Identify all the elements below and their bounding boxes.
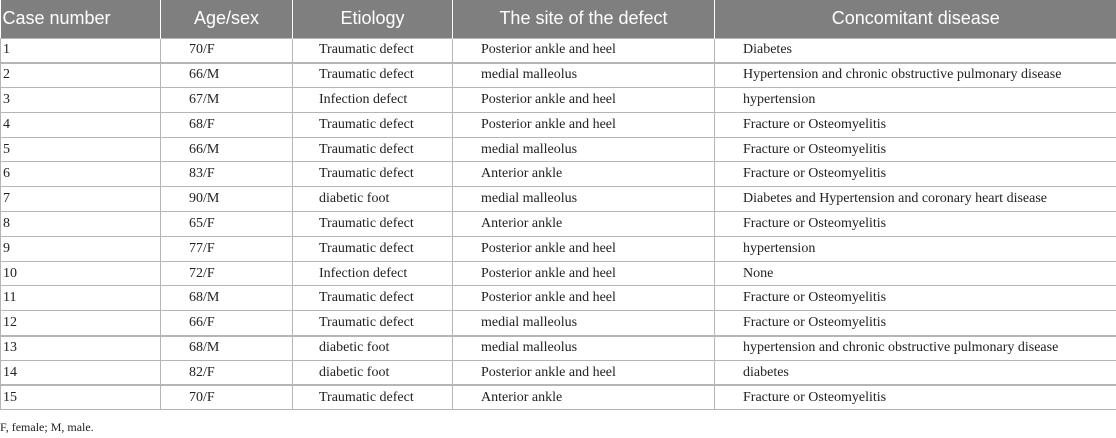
- table-row: [1, 38, 1116, 63]
- cell-defect-site: Anterior ankle: [453, 385, 715, 410]
- cell-concomitant-disease: Diabetes and Hypertension and coronary heart disease: [715, 187, 1116, 212]
- cell-case-number: 7: [1, 187, 161, 212]
- cell-etiology: Traumatic defect: [293, 212, 453, 237]
- cell-age-sex: 72/F: [161, 261, 293, 286]
- cell-concomitant-disease: hypertension and chronic obstructive pulmonary disease: [715, 336, 1116, 361]
- cell-case-number: 12: [1, 311, 161, 336]
- cell-case-number: 6: [1, 162, 161, 187]
- cell-defect-site: Anterior ankle: [453, 212, 715, 237]
- cell-age-sex: 68/F: [161, 112, 293, 137]
- header-concomitant-disease: Concomitant disease: [715, 0, 1116, 38]
- table-row: [1, 311, 1116, 336]
- cell-concomitant-disease: Fracture or Osteomyelitis: [715, 137, 1116, 162]
- cell-concomitant-disease: Fracture or Osteomyelitis: [715, 112, 1116, 137]
- table-row: [1, 137, 1116, 162]
- cell-concomitant-disease: diabetes: [715, 360, 1116, 385]
- table-row: [1, 236, 1116, 261]
- table-row: [1, 187, 1116, 212]
- header-row: [1, 0, 1116, 38]
- table-row: [1, 261, 1116, 286]
- cell-concomitant-disease: Diabetes: [715, 38, 1116, 63]
- cell-case-number: 11: [1, 286, 161, 311]
- header-age-sex: Age/sex: [161, 0, 293, 38]
- cell-etiology: Traumatic defect: [293, 286, 453, 311]
- table-body: [1, 38, 1116, 410]
- cell-age-sex: 65/F: [161, 212, 293, 237]
- cell-defect-site: medial malleolus: [453, 63, 715, 88]
- cell-age-sex: 68/M: [161, 286, 293, 311]
- cell-defect-site: medial malleolus: [453, 311, 715, 336]
- cell-case-number: 14: [1, 360, 161, 385]
- cell-concomitant-disease: Fracture or Osteomyelitis: [715, 385, 1116, 410]
- cell-case-number: 15: [1, 385, 161, 410]
- cell-defect-site: Posterior ankle and heel: [453, 88, 715, 113]
- cell-defect-site: Posterior ankle and heel: [453, 236, 715, 261]
- table-row: [1, 162, 1116, 187]
- cell-case-number: 4: [1, 112, 161, 137]
- cell-age-sex: 67/M: [161, 88, 293, 113]
- cell-concomitant-disease: hypertension: [715, 88, 1116, 113]
- cell-case-number: 8: [1, 212, 161, 237]
- header-case-number: Case number: [2, 8, 111, 29]
- cell-case-number: 13: [1, 336, 161, 361]
- cell-age-sex: 70/F: [161, 38, 293, 63]
- cell-case-number: 9: [1, 236, 161, 261]
- table-footnote: F, female; M, male.: [0, 420, 94, 434]
- table-row: [1, 63, 1116, 88]
- table-row: [1, 88, 1116, 113]
- cell-concomitant-disease: Fracture or Osteomyelitis: [715, 162, 1116, 187]
- cell-etiology: Infection defect: [293, 88, 453, 113]
- cell-etiology: Traumatic defect: [293, 236, 453, 261]
- table-row: [1, 336, 1116, 361]
- cell-concomitant-disease: None: [715, 261, 1116, 286]
- table-row: [1, 286, 1116, 311]
- cell-defect-site: medial malleolus: [453, 137, 715, 162]
- cell-defect-site: medial malleolus: [453, 187, 715, 212]
- cell-etiology: diabetic foot: [293, 336, 453, 361]
- cell-defect-site: Posterior ankle and heel: [453, 286, 715, 311]
- cell-defect-site: Posterior ankle and heel: [453, 360, 715, 385]
- cell-concomitant-disease: Fracture or Osteomyelitis: [715, 286, 1116, 311]
- cell-concomitant-disease: Fracture or Osteomyelitis: [715, 311, 1116, 336]
- cell-etiology: Traumatic defect: [293, 63, 453, 88]
- cell-defect-site: Anterior ankle: [453, 162, 715, 187]
- cell-concomitant-disease: Hypertension and chronic obstructive pulmonary disease: [715, 63, 1116, 88]
- cell-etiology: Traumatic defect: [293, 137, 453, 162]
- header-etiology: Etiology: [293, 0, 453, 38]
- cell-case-number: 5: [1, 137, 161, 162]
- cell-defect-site: Posterior ankle and heel: [453, 261, 715, 286]
- cell-etiology: diabetic foot: [293, 360, 453, 385]
- table-row: [1, 360, 1116, 385]
- cell-etiology: Traumatic defect: [293, 385, 453, 410]
- table-row: [1, 385, 1116, 410]
- cell-age-sex: 66/M: [161, 63, 293, 88]
- cell-etiology: Traumatic defect: [293, 38, 453, 63]
- cell-concomitant-disease: hypertension: [715, 236, 1116, 261]
- cell-etiology: Traumatic defect: [293, 112, 453, 137]
- cell-age-sex: 83/F: [161, 162, 293, 187]
- table-row: [1, 112, 1116, 137]
- cell-age-sex: 90/M: [161, 187, 293, 212]
- cell-age-sex: 82/F: [161, 360, 293, 385]
- cell-age-sex: 66/M: [161, 137, 293, 162]
- cell-age-sex: 70/F: [161, 385, 293, 410]
- cell-age-sex: 68/M: [161, 336, 293, 361]
- table-header: [1, 0, 1116, 38]
- cell-etiology: diabetic foot: [293, 187, 453, 212]
- cell-defect-site: Posterior ankle and heel: [453, 112, 715, 137]
- cell-etiology: Traumatic defect: [293, 162, 453, 187]
- cell-case-number: 10: [1, 261, 161, 286]
- table-row: [1, 212, 1116, 237]
- cell-case-number: 2: [1, 63, 161, 88]
- cell-etiology: Infection defect: [293, 261, 453, 286]
- cell-etiology: Traumatic defect: [293, 311, 453, 336]
- cell-age-sex: 66/F: [161, 311, 293, 336]
- cell-concomitant-disease: Fracture or Osteomyelitis: [715, 212, 1116, 237]
- cell-age-sex: 77/F: [161, 236, 293, 261]
- cell-defect-site: medial malleolus: [453, 336, 715, 361]
- cell-defect-site: Posterior ankle and heel: [453, 38, 715, 63]
- cell-case-number: 1: [1, 38, 161, 63]
- cell-case-number: 3: [1, 88, 161, 113]
- header-defect-site: The site of the defect: [453, 0, 715, 38]
